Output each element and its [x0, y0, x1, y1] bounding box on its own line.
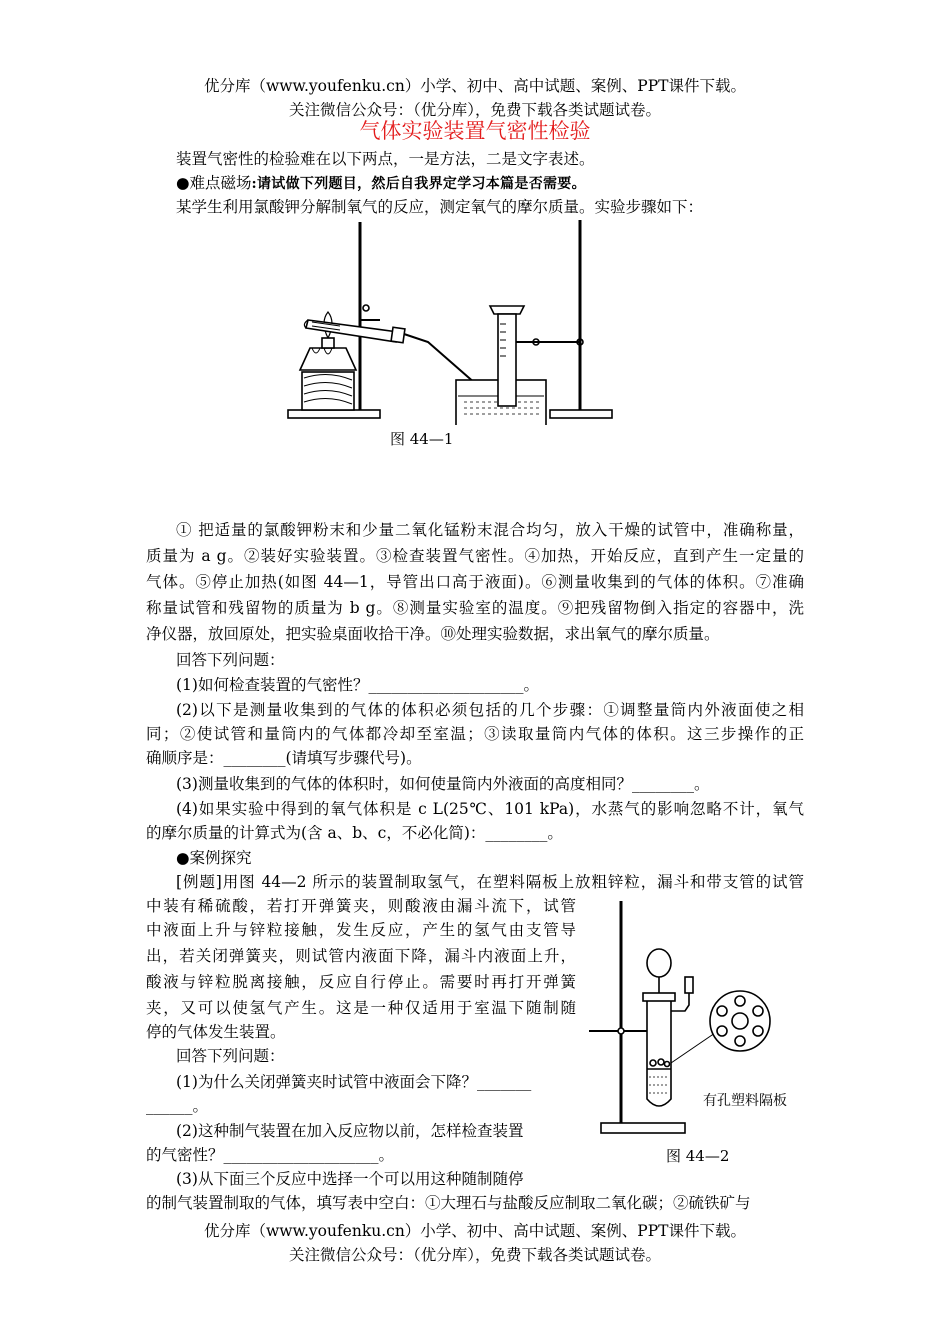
example-question-1-line-2: ______。 — [146, 1097, 209, 1115]
example-question-3-line-1: (3)从下面三个反应中选择一个可以用这种随制随停 — [176, 1170, 524, 1188]
step-line-5: 净仪器，放回原处，把实验桌面收拾干净。⑩处理实验数据，求出氧气的摩尔质量。 — [146, 625, 720, 643]
difficulty-text: :请试做下列题目，然后自我界定学习本篇是否需要。 — [251, 176, 586, 192]
figure-44-2-caption: 图 44—2 — [666, 1147, 730, 1165]
problem-intro: 某学生利用氯酸钾分解制氧气的反应，测定氧气的摩尔质量。实验步骤如下： — [176, 198, 704, 216]
step-line-4: 称量试管和残留物的质量为 b g。⑧测量实验室的温度。⑨把残留物倒入指定的容器中，洗 — [146, 599, 804, 617]
question-3: (3)测量收集到的气体的体积时，如何使量筒内外液面的高度相同？________。 — [176, 775, 710, 793]
question-2-line-3: 确顺序是：________(请填写步骤代号)。 — [146, 749, 422, 767]
question-2-line-1: (2)以下是测量收集到的气体的体积必须包括的几个步骤：①调整量筒内外液面使之相 — [176, 701, 804, 719]
step-line-2: 质量为 a g。②装好实验装置。③检查装置气密性。④加热，开始反应，直到产生一定量的 — [146, 547, 804, 565]
step-line-1: ① 把适量的氯酸钾粉末和少量二氧化锰粉末混合均匀，放入干燥的试管中，准确称量， — [176, 521, 804, 539]
footer-line-1: 优分库（www.youfenku.cn）小学、初中、高中试题、案例、PPT课件下载。 — [203, 1222, 747, 1240]
example-question-2-line-2: 的气密性？____________________。 — [146, 1146, 395, 1164]
intro-text: 装置气密性的检验难在以下两点，一是方法，二是文字表述。 — [176, 150, 595, 168]
example-line-2: 中装有稀硫酸，若打开弹簧夹，则酸液由漏斗流下，试管 — [146, 897, 576, 915]
example-question-1-line-1: (1)为什么关闭弹簧夹时试管中液面会下降？_______ — [176, 1073, 532, 1091]
footer-line-2: 关注微信公众号：（优分库），免费下载各类试题试卷。 — [288, 1246, 661, 1264]
example-line-1: [例题]用图 44—2 所示的装置制取氢气，在塑料隔板上放粗锌粒，漏斗和带支管的试管 — [176, 873, 804, 891]
figure-44-1-caption: 图 44—1 — [390, 430, 454, 448]
answer-prompt: 回答下列问题： — [176, 651, 285, 669]
page-title: 气体实验装置气密性检验 — [359, 119, 591, 143]
answer-prompt-2: 回答下列问题： — [176, 1047, 285, 1065]
example-line-3: 中液面上升与锌粒接触，发生反应，产生的氢气由支管导 — [146, 921, 576, 939]
question-4-line-2: 的摩尔质量的计算式为(含 a、b、c，不必化简)：________。 — [146, 824, 563, 842]
question-4-line-1: (4)如果实验中得到的氧气体积是 c L(25℃、101 kPa)，水蒸气的影响忽略不计，氧气 — [176, 800, 804, 818]
step-line-3: 气体。⑤停止加热(如图 44—1，导管出口高于液面)。⑥测量收集到的气体的体积。⑦准确 — [146, 573, 804, 591]
difficulty-line — [176, 171, 586, 196]
plastic-plate-label: 有孔塑料隔板 — [703, 1093, 787, 1109]
header-line-1: 优分库（www.youfenku.cn）小学、初中、高中试题、案例、PPT课件下载。 — [203, 77, 747, 95]
example-line-6: 夹，又可以使氢气产生。这是一种仅适用于室温下随制随 — [146, 999, 576, 1017]
figure-44-1 — [280, 210, 620, 425]
example-question-2-line-1: (2)这种制气装置在加入反应物以前，怎样检查装置 — [176, 1122, 524, 1140]
case-heading: ●案例探究 — [176, 849, 252, 867]
question-2-line-2: 同；②使试管和量筒内的气体都冷却至室温；③读取量筒内气体的体积。这三步操作的正 — [146, 725, 804, 743]
example-line-7: 停的气体发生装置。 — [146, 1023, 286, 1041]
example-question-3-line-2: 的制气装置制取的气体，填写表中空白：①大理石与盐酸反应制取二氧化碳；②硫铁矿与 — [146, 1194, 751, 1212]
header-line-2: 关注微信公众号：（优分库），免费下载各类试题试卷。 — [288, 101, 661, 119]
question-1: (1)如何检查装置的气密性？____________________。 — [176, 676, 539, 694]
example-line-4: 出，若关闭弹簧夹，则试管内液面下降，漏斗内液面上升， — [146, 947, 576, 965]
example-line-5: 酸液与锌粒脱离接触，反应自行停止。需要时再打开弹簧 — [146, 973, 576, 991]
difficulty-label: ●难点磁场 — [176, 174, 252, 192]
